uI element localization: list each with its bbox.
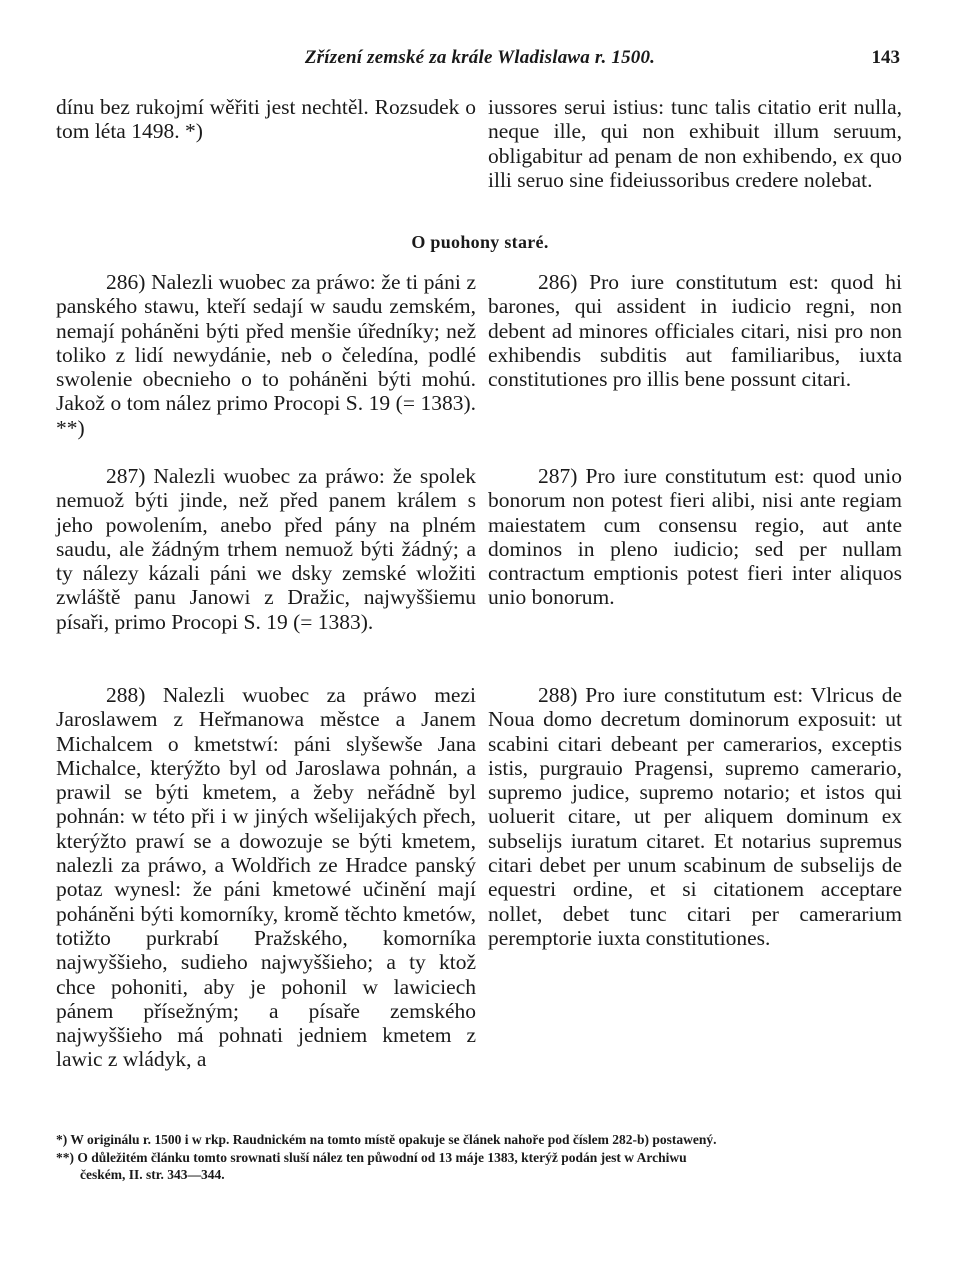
left-text-287: 287) Nalezli wuobec za práwo: že spolek nemuož býti jinde, než před panem králem s jeho powolením, anebo před pány na plném saudu, ale žádným trhem nemuož býti žádný; a ty nálezy kázali páni we dsky zemské wložiti zwláště panu Janowi z Dražic, najwyššiemu písaři, primo Procopi S. 19 (= 1383). bbox=[56, 464, 476, 634]
section-heading: O puohony staré. bbox=[411, 232, 549, 252]
running-title: Zřízení zemské za krále Wladislawa r. 1500. bbox=[304, 47, 656, 68]
left-text-286: 286) Nalezli wuobec za práwo: že ti páni z panského stawu, kteří sedají w saudu zemském, nemají poháněni býti před menšie úředníky; než toliko z lidí newydánie, neb o čeledína, podlé swolenie obecnieho o to poháněni býti mohú. Jakož o tom nález primo Procopi S. 19 (= 1383). **) bbox=[56, 270, 476, 440]
left-top-fragment bbox=[56, 95, 476, 144]
page-number: 143 bbox=[871, 47, 900, 68]
left-paragraph-287 bbox=[56, 464, 476, 634]
right-text-288: 288) Pro iure constitutum est: Vlricus de Noua domo decretum dominorum exposuit: ut scabini citari debeant per camerarios, exceptis istis, purgrauio Pragensi, supremo camerario, supremo judice, supremo notario; et istos qui uoluerit citare, ut per aliquem dominum ex subselijs iuratum citaret. Et notarius supremus citari debet per unum scabinum de subselijs de equestri ordine, et si citationem acceptare nollet, debet tunc citari per camerarium peremptorie iuxta constitutiones. bbox=[488, 683, 902, 950]
right-paragraph-288 bbox=[488, 683, 902, 950]
left-paragraph-286 bbox=[56, 270, 476, 440]
right-top-text: iussores serui istius: tunc talis citatio erit nulla, neque ille, qui non exhibuit illum seruum, obligabitur ad penam de non exhibendo, ex quo illi seruo sine fideiussoribus credere nolebat. bbox=[488, 95, 902, 192]
footnote-1: *) W originálu r. 1500 i w rkp. Raudnickém na tomto místě opakuje se článek nahoře pod číslem 282-b) postawený. bbox=[56, 1132, 717, 1147]
footnote-2: **) O důležitém článku tomto srownati sluší nález ten půwodní od 13 máje 1383, kterýž podán jest w Archiwu bbox=[56, 1149, 687, 1165]
footnotes bbox=[56, 1131, 908, 1184]
left-text-288: 288) Nalezli wuobec za práwo mezi Jaroslawem z Heřmanowa městce a Janem Michalcem o kmetstwí: páni slyšewše Jana Michalce, kterýžto byl od Jaroslawa pohnán, a prawil se býti kmetem, a žeby neřádně byl pohnán: w této při i w jiných wšelijakých přech, kterýžto prawí se a dowozuje se býti kmetem, nalezli za práwo, a Woldřich ze Hradce panský potaz wynesl: že páni kmetowé učinění mají poháněni býti komorníky, kromě těchto kmetów, totižto purkrabí Pražského, komorníka najwyššieho, sudieho najwyššieho; a ty ktož chce pohoniti, aby je pohonil w lawiciech pánem přísežným; a písaře zemského najwyššieho má pohnati jedniem kmetem z lawic z wládyk, a bbox=[56, 683, 476, 1072]
right-text-287: 287) Pro iure constitutum est: quod unio bonorum non potest fieri alibi, nisi ante regiam maiestatem cum consensu regio, aut ante dominos in pleno iudicio; sed per nullam contractum emptionis potest fieri inter aliquos unio bonorum. bbox=[488, 464, 902, 610]
right-text-286: 286) Pro iure constitutum est: quod hi barones, qui assident in iudicio regni, non debent ad minores officiales citari, nisi pro non exhibendis subditis aut familiaribus, iuxta constitutiones pro illis bene possunt citari. bbox=[488, 270, 902, 392]
left-paragraph-288 bbox=[56, 683, 476, 1072]
right-paragraph-286 bbox=[488, 270, 902, 391]
footnote-2-continuation: českém, II. str. 343—344. bbox=[80, 1167, 225, 1182]
left-top-text: dínu bez rukojmí wěřiti jest nechtěl. Rozsudek o tom léta 1498. *) bbox=[56, 95, 476, 144]
right-top-fragment bbox=[488, 95, 902, 192]
right-paragraph-287 bbox=[488, 464, 902, 610]
